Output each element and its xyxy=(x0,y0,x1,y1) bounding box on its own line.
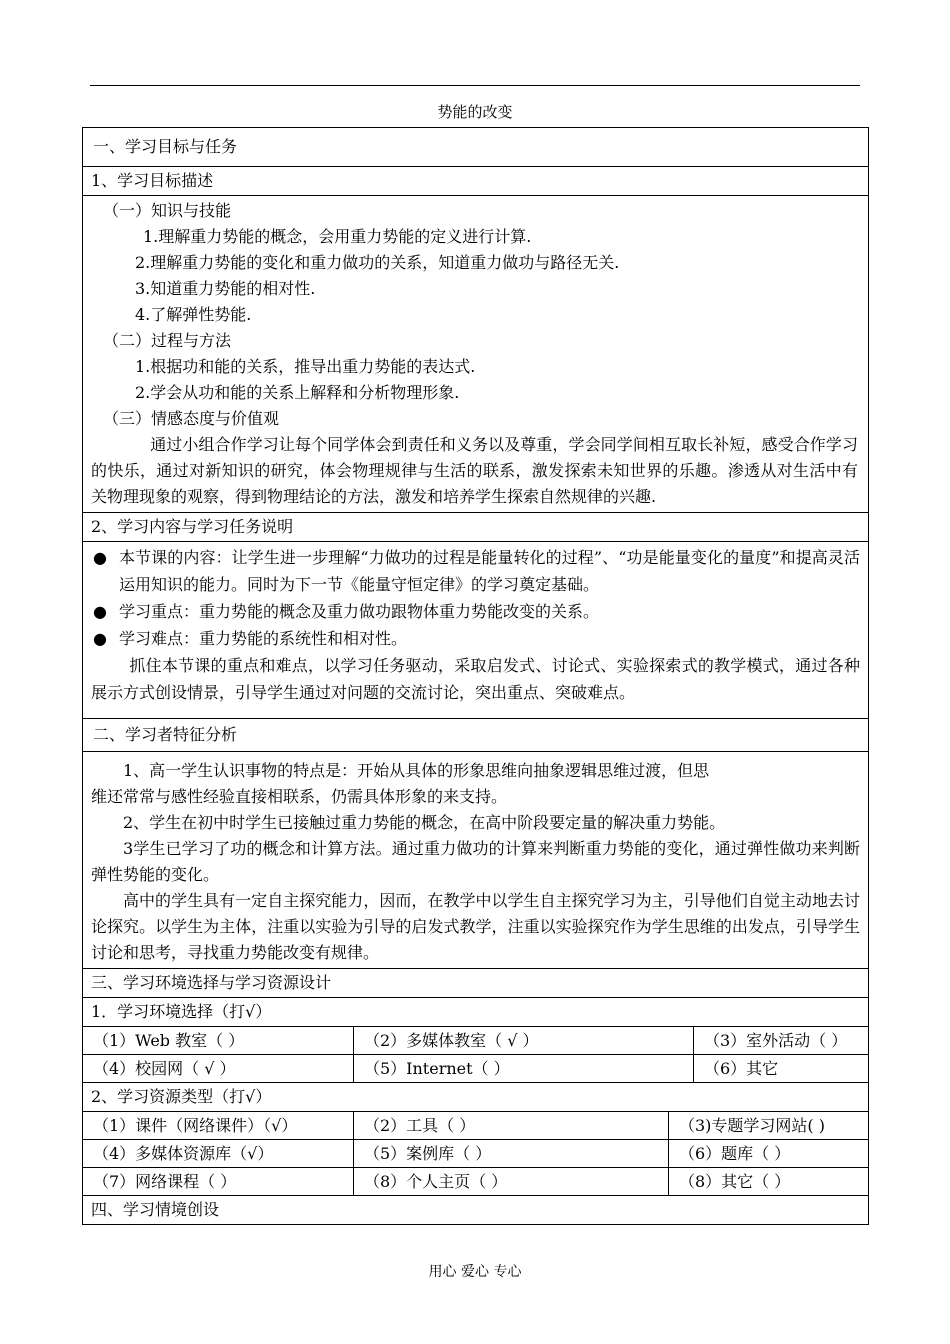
section-heading-learners: 二、学习者特征分析 xyxy=(83,719,868,752)
knowledge-item: 2.理解重力势能的变化和重力做功的关系，知道重力做功与路径无关. xyxy=(135,253,620,272)
subheading-environment-choice: 1．学习环境选择（打√） xyxy=(83,998,868,1027)
teaching-approach-paragraph: 抓住本节课的重点和难点，以学习任务驱动，采取启发式、讨论式、实验探索式的教学模式，通过各种展示方式创设情景，引导学生通过对问题的交流讨论，突出重点、突破难点。 xyxy=(91,656,860,702)
resource-option: （8）其它（ ） xyxy=(669,1168,868,1196)
document-title: 势能的改变 xyxy=(437,103,513,121)
process-item: 1.根据功和能的关系，推导出重力势能的表达式. xyxy=(135,357,476,376)
subheading-resource-types: 2、学习资源类型（打√） xyxy=(83,1083,868,1112)
resource-option: （7）网络课程（ ） xyxy=(83,1168,354,1196)
attitude-paragraph: 通过小组合作学习让每个同学体会到责任和义务以及尊重，学会同学间相互取长补短，感受合作学习的快乐，通过对新知识的研究，体会物理规律与生活的联系，激发探索未知世界的乐趣。渗透从对生活中有关物理现象的观察，得到物理结论的方法，激发和培养学生探索自然规律的兴趣. xyxy=(91,435,858,506)
bullet-item: ● 学习重点：重力势能的概念及重力做功跟物体重力势能改变的关系。 xyxy=(91,598,860,625)
learner-paragraph: 1、高一学生认识事物的特点是：开始从具体的形象思维向抽象逻辑思维过渡，但思 xyxy=(123,761,710,780)
part-title-process: （二）过程与方法 xyxy=(103,331,232,350)
part-title-attitude: （三）情感态度与价值观 xyxy=(103,409,280,428)
resource-option: （1）课件（网络课件）（√） xyxy=(83,1112,354,1140)
bullet-item: ● 本节课的内容：让学生进一步理解“力做功的过程是能量转化的过程”、“功是能量变化的量度”和提高灵活运用知识的能力。同时为下一节《能量守恒定律》的学习奠定基础。 xyxy=(91,544,860,598)
env-option: （5）Internet（ ） xyxy=(354,1055,694,1083)
content-tasks-block xyxy=(83,542,868,719)
resource-grid xyxy=(83,1112,868,1196)
environment-grid xyxy=(83,1027,868,1083)
part-title-knowledge: （一）知识与技能 xyxy=(103,201,232,220)
resource-option: （3)专题学习网站( ) xyxy=(669,1112,868,1140)
goal-description-block xyxy=(83,196,868,513)
resource-option: （8）个人主页（ ） xyxy=(354,1168,669,1196)
resource-option: （2）工具（ ） xyxy=(354,1112,669,1140)
env-option: （6）其它 xyxy=(694,1055,868,1083)
process-item: 2.学会从功和能的关系上解释和分析物理形象. xyxy=(135,383,460,402)
resource-option: （6）题库（ ） xyxy=(669,1140,868,1168)
env-option: （2）多媒体教室（ √ ） xyxy=(354,1027,694,1055)
learner-paragraph: 高中的学生具有一定自主探究能力，因而，在教学中以学生自主探究学习为主，引导他们自觉主动地去讨论探究。以学生为主体，注重以实验为引导的启发式教学，注重以实验探究作为学生思维的出发点，引导学生讨论和思考，寻找重力势能改变有规律。 xyxy=(91,891,860,962)
section-heading-environment: 三、学习环境选择与学习资源设计 xyxy=(83,969,868,998)
learner-paragraph: 维还常常与感性经验直接相联系，仍需具体形象的来支持。 xyxy=(91,787,508,806)
learner-paragraph: 2、学生在初中时学生已接触过重力势能的概念，在高中阶段要定量的解决重力势能。 xyxy=(123,813,726,832)
knowledge-item: 4.了解弹性势能. xyxy=(135,305,252,324)
bullet-icon: ● xyxy=(93,602,107,621)
env-option: （3）室外活动（ ） xyxy=(694,1027,868,1055)
subheading-content-tasks: 2、学习内容与学习任务说明 xyxy=(83,513,868,542)
knowledge-item: 3.知道重力势能的相对性. xyxy=(135,279,316,298)
learner-analysis-block xyxy=(83,752,868,969)
resource-option: （4）多媒体资源库（√） xyxy=(83,1140,354,1168)
knowledge-item: 1.理解重力势能的概念，会用重力势能的定义进行计算. xyxy=(143,227,532,246)
section-heading-context: 四、学习情境创设 xyxy=(91,1200,220,1219)
section-heading-goals: 一、学习目标与任务 xyxy=(83,128,868,167)
bullet-icon: ● xyxy=(93,548,107,567)
subheading-goal-description: 1、学习目标描述 xyxy=(83,167,868,196)
resource-option: （5）案例库（ ） xyxy=(354,1140,669,1168)
page-footer: 用心 爱心 专心 xyxy=(428,1264,522,1280)
bullet-item: ● 学习难点：重力势能的系统性和相对性。 xyxy=(91,625,860,652)
learner-paragraph: 3学生已学习了功的概念和计算方法。通过重力做功的计算来判断重力势能的变化，通过弹性做功来判断弹性势能的变化。 xyxy=(91,839,860,884)
header-rule xyxy=(90,85,860,86)
lesson-plan-table xyxy=(82,127,869,1225)
env-option: （4）校园网（ √ ） xyxy=(83,1055,354,1083)
bullet-icon: ● xyxy=(93,629,107,648)
env-option: （1）Web 教室（ ） xyxy=(83,1027,354,1055)
